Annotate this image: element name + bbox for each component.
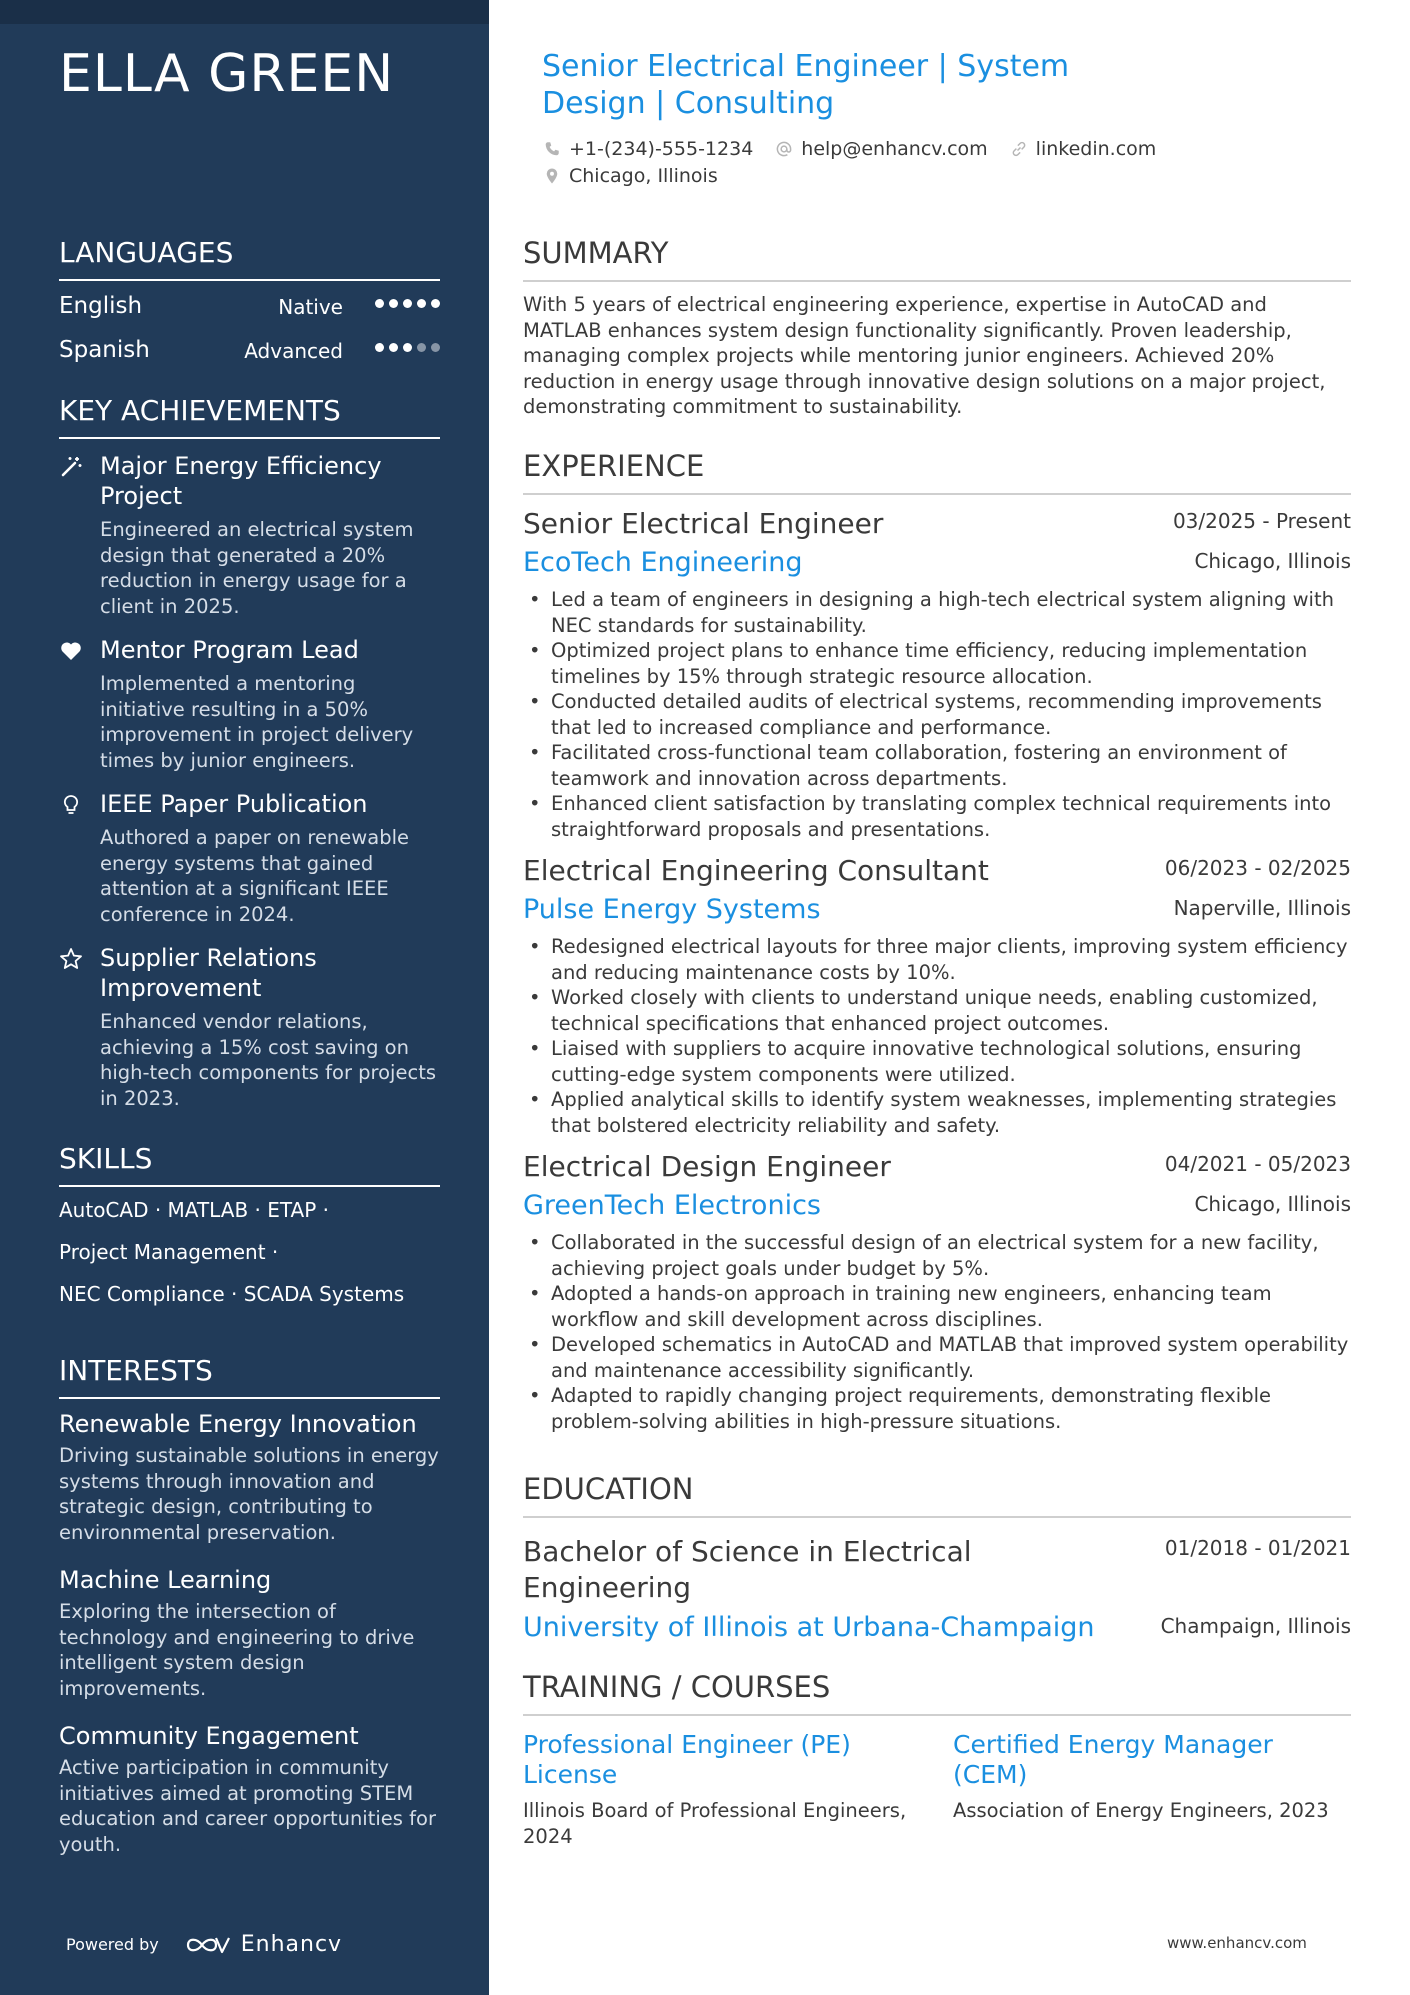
contact-row-location: [543, 165, 718, 187]
job-entry: [523, 503, 1351, 842]
interest-item: [59, 1409, 440, 1545]
interest-desc: Driving sustainable solutions in energy systems through innovation and strategic design, contributing to environmental preservation.: [59, 1444, 439, 1544]
training-section: [523, 1670, 1351, 1848]
achievement-title: Major Energy Efficiency Project: [100, 452, 382, 510]
job-entry: [523, 850, 1351, 1138]
language-name: Spanish: [59, 337, 150, 363]
experience-heading: EXPERIENCE: [523, 449, 1351, 495]
course-title: Certified Energy Manager (CEM): [953, 1730, 1273, 1789]
language-level: Advanced: [244, 339, 343, 363]
job-bullets: [523, 1230, 1351, 1434]
education-degree: Bachelor of Science in Electrical Engineering: [523, 1535, 972, 1604]
achievements-section: [59, 394, 440, 1111]
education-heading: EDUCATION: [523, 1472, 1351, 1518]
achievement-title: IEEE Paper Publication: [100, 790, 368, 818]
rating-dot: [403, 299, 412, 308]
interest-title: Renewable Energy Innovation: [59, 1410, 417, 1438]
contact-email[interactable]: [775, 138, 987, 160]
course-item: [953, 1730, 1343, 1824]
language-rating: [375, 299, 440, 308]
education-school: University of Illinois at Urbana-Champaign: [523, 1612, 1095, 1643]
language-name: English: [59, 293, 143, 319]
achievement-desc: Engineered an electrical system design that generated a 20% reduction in energy usage for a client in 2025.: [100, 518, 414, 618]
phone-icon: [543, 140, 561, 158]
headline: Senior Electrical Engineer | System Design | Consulting: [542, 49, 1070, 121]
languages-heading: LANGUAGES: [59, 236, 440, 281]
job-title: Electrical Engineering Consultant: [523, 854, 989, 887]
achievement-title: Supplier Relations Improvement: [100, 944, 317, 1002]
job-dates: 03/2025 - Present: [1172, 509, 1351, 533]
job-bullet: • Redesigned electrical layouts for three major clients, improving system efficiency and reducing maintenance costs by 10%.: [523, 934, 1351, 985]
lightbulb-icon: [59, 793, 83, 817]
enhancv-logo[interactable]: [185, 1932, 342, 1957]
job-bullet: • Conducted detailed audits of electrical systems, recommending improvements that led to increased compliance and performance.: [523, 689, 1351, 740]
achievement-desc: Implemented a mentoring initiative resulting in a 50% improvement in project delivery times by junior engineers.: [100, 672, 414, 772]
contact-location: [543, 165, 718, 187]
interests-heading: INTERESTS: [59, 1354, 440, 1399]
language-row: [59, 329, 440, 373]
summary-text: With 5 years of electrical engineering experience, expertise in AutoCAD and MATLAB enhances system design functionality significantly. Proven leadership, managing complex projects while mentoring junior engineers. Achieved 20% reduction in energy usage through innovative design solutions on a major project, demonstrating commitment to sustainability.: [523, 293, 1326, 418]
job-title: Senior Electrical Engineer: [523, 507, 884, 540]
achievement-title: Mentor Program Lead: [100, 636, 359, 664]
skills-line: AutoCAD · MATLAB · ETAP ·: [59, 1198, 329, 1222]
rating-dot: [375, 343, 384, 352]
interest-title: Community Engagement: [59, 1722, 359, 1750]
language-rating: [375, 343, 440, 352]
skills-heading: SKILLS: [59, 1142, 440, 1187]
summary-heading: SUMMARY: [523, 236, 1351, 282]
education-section: [523, 1472, 1351, 1648]
achievement-item: [59, 943, 440, 1111]
sidebar: [0, 0, 489, 1995]
interest-desc: Exploring the intersection of technology and engineering to drive intelligent system design improvements.: [59, 1600, 415, 1700]
enhancv-brand-name: Enhancv: [240, 1932, 343, 1957]
main-content: [523, 0, 1351, 1995]
experience-section: [523, 449, 1351, 1434]
job-bullet: • Optimized project plans to enhance time efficiency, reducing implementation timelines by 15% through strategic resource allocation.: [523, 638, 1351, 689]
phone-text: +1-(234)-555-1234: [569, 138, 754, 160]
job-bullet: • Enhanced client satisfaction by translating complex technical requirements into straightforward proposals and presentations.: [523, 791, 1351, 842]
star-icon: [59, 947, 83, 971]
course-desc: Association of Energy Engineers, 2023: [953, 1799, 1329, 1822]
at-icon: [775, 140, 793, 158]
job-company: Pulse Energy Systems: [523, 894, 821, 925]
rating-dot: [375, 299, 384, 308]
job-bullet: • Worked closely with clients to understand unique needs, enabling customized, technical specifications that enhanced project outcomes.: [523, 985, 1351, 1036]
skills-line: NEC Compliance · SCADA Systems: [59, 1282, 405, 1306]
job-bullet: • Liaised with suppliers to acquire innovative technological solutions, ensuring cutting-edge system components were utilized.: [523, 1036, 1351, 1087]
course-desc: Illinois Board of Professional Engineers, 2024: [523, 1799, 907, 1848]
job-bullet: • Adapted to rapidly changing project requirements, demonstrating flexible problem-solving abilities in high-pressure situations.: [523, 1383, 1351, 1434]
candidate-name: ELLA GREEN: [59, 44, 395, 104]
job-dates: 04/2021 - 05/2023: [1164, 1152, 1351, 1176]
interest-desc: Active participation in community initiatives aimed at promoting STEM education and career opportunities for youth.: [59, 1756, 436, 1856]
contact-phone[interactable]: [543, 138, 753, 160]
achievement-desc: Authored a paper on renewable energy systems that gained attention at a significant IEEE conference in 2024.: [100, 826, 409, 926]
job-entry: [523, 1146, 1351, 1434]
rating-dot: [403, 343, 412, 352]
skills-line: Project Management ·: [59, 1240, 279, 1264]
training-heading: TRAINING / COURSES: [523, 1670, 1351, 1716]
achievement-item: [59, 789, 440, 927]
job-bullets: [523, 587, 1351, 842]
powered-by: [66, 1932, 342, 1957]
contact-linkedin[interactable]: [1010, 138, 1157, 160]
interest-title: Machine Learning: [59, 1566, 272, 1594]
footer-url[interactable]: www.enhancv.com: [1167, 1934, 1307, 1952]
rating-dot: [417, 299, 426, 308]
location-pin-icon: [543, 167, 561, 185]
magic-wand-icon: [59, 455, 83, 479]
heart-icon: [59, 639, 83, 663]
job-location: Naperville, Illinois: [1173, 896, 1351, 920]
job-bullet: • Collaborated in the successful design of an electrical system for a new facility, achieving project goals under budget by 5%.: [523, 1230, 1351, 1281]
job-location: Chicago, Illinois: [1194, 1192, 1351, 1216]
education-dates: 01/2018 - 01/2021: [1164, 1536, 1351, 1560]
job-title: Electrical Design Engineer: [523, 1150, 891, 1183]
rating-dot-empty: [431, 343, 440, 352]
languages-section: [59, 236, 440, 373]
job-location: Chicago, Illinois: [1194, 549, 1351, 573]
rating-dot: [389, 343, 398, 352]
job-company: GreenTech Electronics: [523, 1190, 821, 1221]
job-bullet: • Applied analytical skills to identify system weaknesses, implementing strategies that bolstered electricity reliability and safety.: [523, 1087, 1351, 1138]
education-location: Champaign, Illinois: [1160, 1614, 1351, 1638]
interest-item: [59, 1565, 440, 1701]
enhancv-logo-icon: [185, 1934, 231, 1956]
language-row: [59, 285, 440, 329]
location-text: Chicago, Illinois: [569, 165, 718, 187]
job-bullet: • Led a team of engineers in designing a high-tech electrical system aligning with NEC standards for sustainability.: [523, 587, 1351, 638]
rating-dot-empty: [417, 343, 426, 352]
achievements-heading: KEY ACHIEVEMENTS: [59, 394, 440, 439]
interest-item: [59, 1721, 440, 1857]
contact-row: [543, 138, 1156, 160]
job-bullets: [523, 934, 1351, 1138]
interests-section: [59, 1354, 440, 1857]
course-item: [523, 1730, 913, 1849]
job-company: EcoTech Engineering: [523, 547, 803, 578]
job-bullet: • Adopted a hands-on approach in training new engineers, enhancing team workflow and skill development across disciplines.: [523, 1281, 1351, 1332]
rating-dot: [431, 299, 440, 308]
skills-section: [59, 1142, 440, 1315]
linkedin-text: linkedin.com: [1035, 138, 1157, 160]
powered-by-label: Powered by: [66, 1935, 159, 1954]
email-text: help@enhancv.com: [801, 138, 988, 160]
language-level: Native: [278, 295, 343, 319]
job-bullet: • Developed schematics in AutoCAD and MATLAB that improved system operability and maintenance accessibility significantly.: [523, 1332, 1351, 1383]
achievement-desc: Enhanced vendor relations, achieving a 15% cost saving on high-tech components for projects in 2023.: [100, 1010, 436, 1110]
job-bullet: • Facilitated cross-functional team collaboration, fostering an environment of teamwork and innovation across departments.: [523, 740, 1351, 791]
link-icon: [1010, 140, 1028, 158]
sidebar-top-band: [0, 0, 489, 24]
achievement-item: [59, 635, 440, 773]
rating-dot: [389, 299, 398, 308]
summary-section: [523, 236, 1351, 420]
achievement-item: [59, 451, 440, 619]
job-dates: 06/2023 - 02/2025: [1164, 856, 1351, 880]
course-title: Professional Engineer (PE) License: [523, 1730, 851, 1789]
